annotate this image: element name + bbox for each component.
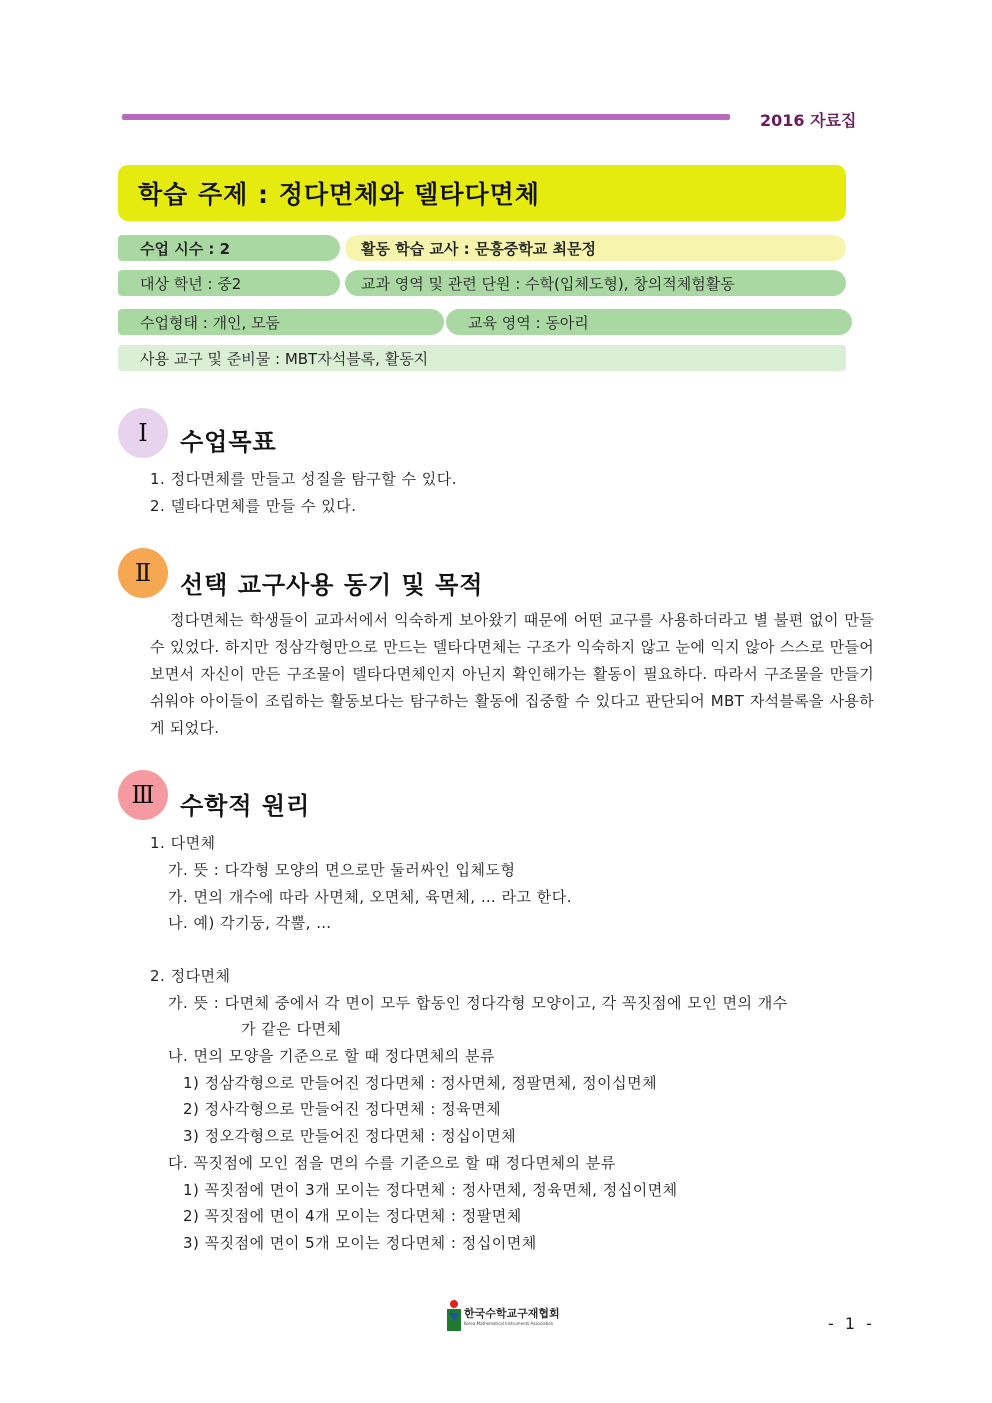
section-2-number: Ⅱ xyxy=(118,548,168,598)
grade-pill xyxy=(118,270,340,296)
principle-2-a-line2: 가 같은 다면체 xyxy=(241,1020,342,1038)
principle-1-b: 가. 면의 개수에 따라 사면체, 오면체, 육면체, … 라고 한다. xyxy=(168,888,573,906)
section-2-title: 선택 교구사용 동기 및 목적 xyxy=(180,570,484,599)
principle-2-c: 다. 꼭짓점에 모인 점을 면의 수를 기준으로 할 때 정다면체의 분류 xyxy=(168,1154,616,1172)
teacher-text: 활동 학습 교사 : 문흥중학교 최문정 xyxy=(361,239,596,258)
principle-1-a: 가. 뜻 : 다각형 모양의 면으로만 둘러싸인 입체도형 xyxy=(168,861,516,879)
section-1-number: Ⅰ xyxy=(118,408,168,458)
principle-2-heading: 2. 정다면체 xyxy=(150,967,231,985)
format-text: 수업형태 : 개인, 모둠 xyxy=(140,313,281,332)
principle-1-c: 나. 예) 각기둥, 각뿔, … xyxy=(168,914,332,932)
lesson-title: 학습 주제 : 정다면체와 델타다면체 xyxy=(138,180,540,209)
title-banner xyxy=(118,165,846,221)
principle-2-b: 나. 면의 모양을 기준으로 할 때 정다면체의 분류 xyxy=(168,1047,495,1065)
logo-icon xyxy=(447,1300,461,1330)
class-hours-text: 수업 시수 : 2 xyxy=(140,239,231,258)
section-3-number: Ⅲ xyxy=(118,770,168,820)
principle-1-heading: 1. 다면체 xyxy=(150,834,216,852)
logo-english-name: Korea Mathematical Instruments Association xyxy=(464,1320,554,1326)
header-year-label: 2016 자료집 xyxy=(760,111,857,130)
association-logo xyxy=(447,1300,560,1330)
principle-2-c-3: 3) 꼭짓점에 면이 5개 모이는 정다면체 : 정십이면체 xyxy=(183,1234,537,1252)
subject-pill xyxy=(345,270,846,296)
materials-pill xyxy=(118,345,846,371)
principle-2-a-line1: 가. 뜻 : 다면체 중에서 각 면이 모두 합동인 정다각형 모양이고, 각 꼭짓점에 모인 면의 개수 xyxy=(168,994,788,1012)
header-divider xyxy=(122,114,730,120)
logo-korean-name: 한국수학교구재협회 xyxy=(464,1306,560,1320)
section-1-title: 수업목표 xyxy=(180,427,277,456)
teacher-pill xyxy=(345,235,846,261)
section-3-title: 수학적 원리 xyxy=(180,791,311,820)
principle-2-c-2: 2) 꼭짓점에 면이 4개 모이는 정다면체 : 정팔면체 xyxy=(183,1207,522,1225)
class-hours-pill xyxy=(118,235,340,261)
materials-text: 사용 교구 및 준비물 : MBT자석블록, 활동지 xyxy=(140,349,429,368)
area-text: 교육 영역 : 동아리 xyxy=(468,313,589,332)
subject-text: 교과 영역 및 관련 단원 : 수학(입체도형), 창의적체험활동 xyxy=(361,274,735,293)
page-number: - 1 - xyxy=(828,1314,875,1333)
goal-2: 2. 델타다면체를 만들 수 있다. xyxy=(150,497,357,515)
principle-2-b-2: 2) 정사각형으로 만들어진 정다면체 : 정육면체 xyxy=(183,1100,502,1118)
goal-1: 1. 정다면체를 만들고 성질을 탐구할 수 있다. xyxy=(150,470,458,488)
grade-text: 대상 학년 : 중2 xyxy=(140,274,242,293)
principle-2-b-3: 3) 정오각형으로 만들어진 정다면체 : 정십이면체 xyxy=(183,1127,517,1145)
principle-2-b-1: 1) 정삼각형으로 만들어진 정다면체 : 정사면체, 정팔면체, 정이십면체 xyxy=(183,1074,658,1092)
principle-2-c-1: 1) 꼭짓점에 면이 3개 모이는 정다면체 : 정사면체, 정육면체, 정십이면체 xyxy=(183,1181,678,1199)
area-pill xyxy=(446,309,852,335)
motivation-paragraph: 정다면체는 학생들이 교과서에서 익숙하게 보아왔기 때문에 어떤 교구를 사용하더라고 별 불편 없이 만들 수 있었다. 하지만 정삼각형만으로 만드는 델타다면체는 구조가 익숙하지 않고 눈에 익지 않아 스스로 만들어보면서 자신이 만든 구조물이 델타다면체인지 아닌지 확인해가는 활동이 필요하다. 따라서 구조물을 만들기 쉬워야 아이들이 조립하는 활동보다는 탐구하는 활동에 집중할 수 있다고 판단되어 MBT 자석블록을 사용하게 되었다. xyxy=(150,611,874,737)
format-pill xyxy=(118,309,444,335)
